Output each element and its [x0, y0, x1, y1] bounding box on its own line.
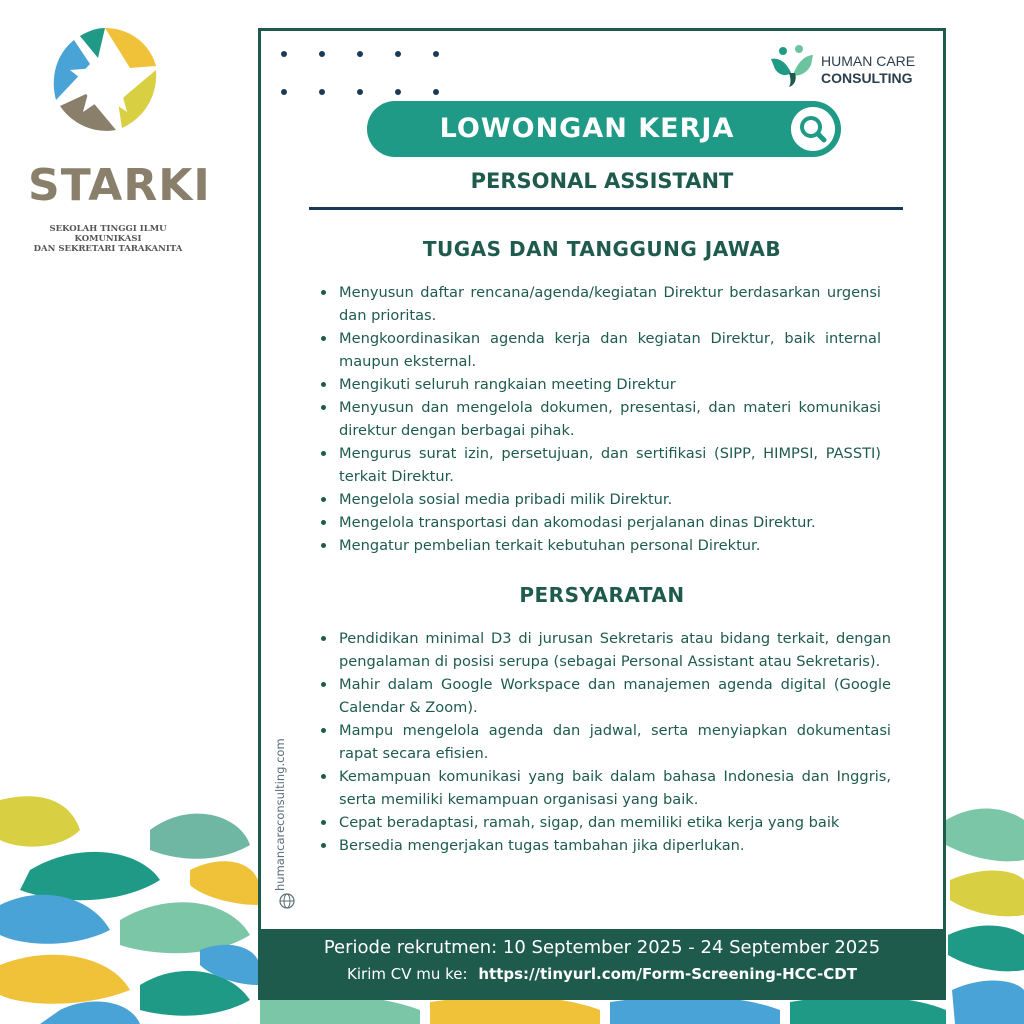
hcc-people-icon	[769, 43, 817, 89]
list-item: Menyusun daftar rencana/agenda/kegiatan Direktur berdasarkan urgensi dan prioritas.	[319, 281, 881, 327]
starki-subtitle	[28, 224, 188, 254]
list-item: Menyusun dan mengelola dokumen, presentasi, dan materi komunikasi direktur dengan berbagai pihak.	[319, 396, 881, 442]
list-item: Pendidikan minimal D3 di jurusan Sekretaris atau bidang terkait, dengan pengalaman di posisi serupa (sebagai Personal Assistant atau Sekretaris).	[319, 627, 891, 673]
footer-bar	[261, 929, 943, 997]
duties-heading: TUGAS DAN TANGGUNG JAWAB	[422, 237, 782, 261]
wave-pattern-left	[0, 796, 258, 1024]
list-item: Kemampuan komunikasi yang baik dalam bahasa Indonesia dan Inggris, serta memiliki kemampuan organisasi yang baik.	[319, 765, 891, 811]
requirements-list	[319, 627, 891, 857]
list-item: Mengikuti seluruh rangkaian meeting Direktur	[319, 373, 881, 396]
job-poster	[258, 28, 946, 1000]
cv-form-link[interactable]: https://tinyurl.com/Form-Screening-HCC-CDT	[478, 965, 857, 983]
wave-pattern-right	[946, 808, 1024, 1024]
search-icon	[791, 107, 835, 151]
starki-subtitle-line1: SEKOLAH TINGGI ILMU KOMUNIKASI	[49, 224, 167, 244]
header-divider	[309, 207, 903, 210]
job-vacancy-banner	[367, 101, 841, 157]
position-title: PERSONAL ASSISTANT	[470, 169, 734, 193]
starki-wordmark: STARKI	[28, 160, 211, 211]
globe-icon	[279, 893, 295, 909]
starki-subtitle-line2: DAN SEKRETARI TARAKANITA	[33, 244, 183, 254]
cv-label: Kirim CV mu ke:	[347, 965, 468, 983]
list-item: Mengkoordinasikan agenda kerja dan kegiatan Direktur, baik internal maupun eksternal.	[319, 327, 881, 373]
hcc-name-line1: HUMAN CARE	[821, 53, 916, 69]
requirements-heading: PERSYARATAN	[519, 583, 685, 607]
list-item: Mengelola transportasi dan akomodasi perjalanan dinas Direktur.	[319, 511, 881, 534]
list-item: Cepat beradaptasi, ramah, sigap, dan memiliki etika kerja yang baik	[319, 811, 891, 834]
banner-title: LOWONGAN KERJA	[439, 113, 735, 144]
recruitment-period: Periode rekrutmen: 10 September 2025 - 24 September 2025	[323, 937, 881, 958]
list-item: Mampu mengelola agenda dan jadwal, serta menyiapkan dokumentasi rapat secara efisien.	[319, 719, 891, 765]
cv-submission-line	[261, 965, 943, 983]
duties-list	[319, 281, 881, 557]
human-care-consulting-logo	[769, 43, 929, 93]
decorative-dots	[275, 45, 455, 105]
hcc-name-line2: CONSULTING	[821, 70, 913, 86]
list-item: Bersedia mengerjakan tugas tambahan jika diperlukan.	[319, 834, 891, 857]
list-item: Mengatur pembelian terkait kebutuhan personal Direktur.	[319, 534, 881, 557]
list-item: Mengelola sosial media pribadi milik Direktur.	[319, 488, 881, 511]
list-item: Mengurus surat izin, persetujuan, dan sertifikasi (SIPP, HIMPSI, PASSTI) terkait Direktur.	[319, 442, 881, 488]
list-item: Mahir dalam Google Workspace dan manajemen agenda digital (Google Calendar & Zoom).	[319, 673, 891, 719]
starki-star-emblem-icon	[50, 24, 160, 134]
website-url[interactable]: humancareconsulting.com	[273, 738, 287, 891]
